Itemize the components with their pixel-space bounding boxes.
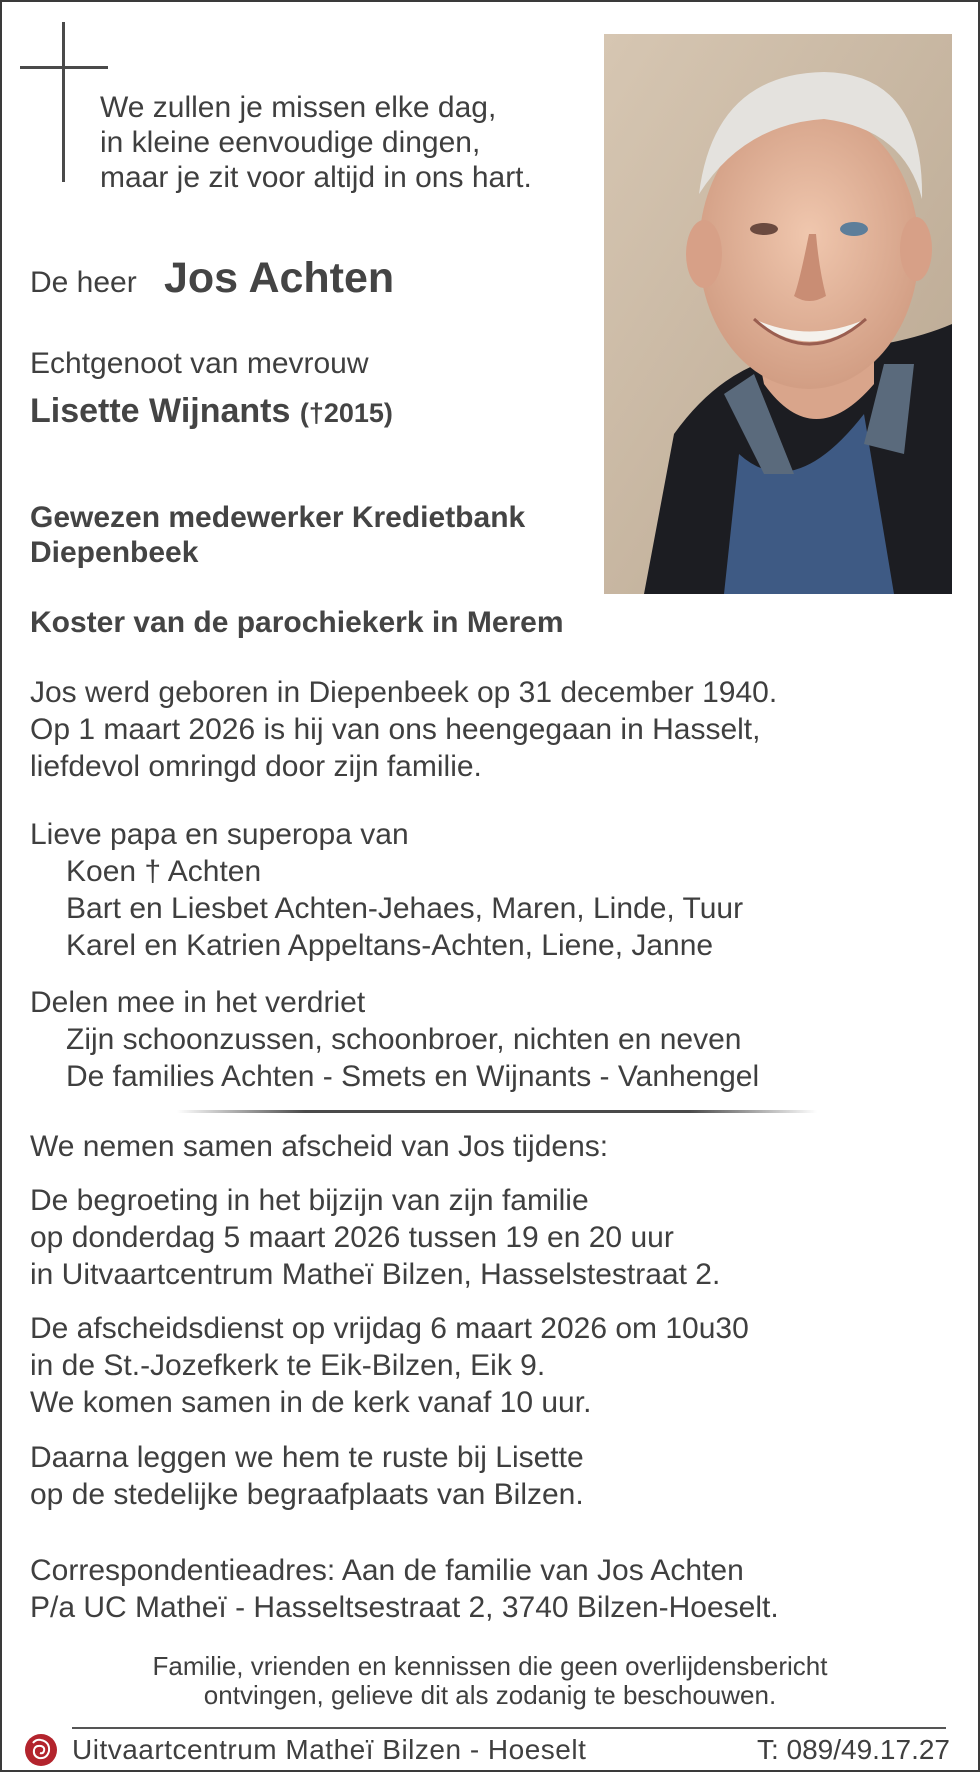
family-intro: Lieve papa en superopa van [30, 818, 409, 851]
service-paragraph [30, 1310, 749, 1421]
text-line: Op 1 maart 2026 is hij van ons heengegaan in Hasselt, [30, 713, 761, 746]
cross-icon-vertical [62, 22, 65, 182]
verse-line: maar je zit voor altijd in ons hart. [100, 161, 532, 194]
sharing-intro: Delen mee in het verdriet [30, 986, 366, 1019]
correspondence-paragraph [30, 1552, 779, 1626]
family-member: Koen † Achten [66, 855, 262, 888]
text-line: in de St.-Jozefkerk te Eik-Bilzen, Eik 9. [30, 1349, 546, 1382]
text-line: op donderdag 5 maart 2026 tussen 19 en 20 uur [30, 1221, 674, 1254]
deceased-title: De heer [30, 266, 137, 299]
visitation-paragraph [30, 1182, 720, 1293]
notice-line: Familie, vrienden en kennissen die geen overlijdensbericht [152, 1651, 828, 1681]
farewell-intro: We nemen samen afscheid van Jos tijdens: [30, 1130, 609, 1163]
verse-line: We zullen je missen elke dag, [100, 91, 497, 124]
text-line: P/a UC Matheï - Hasseltsestraat 2, 3740 Bilzen-Hoeselt. [30, 1591, 779, 1624]
notice-line: ontvingen, gelieve dit als zodanig te beschouwen. [203, 1680, 777, 1710]
sharing-member: De families Achten - Smets en Wijnants - Vanhengel [66, 1060, 760, 1093]
text-line: Daarna leggen we hem te ruste bij Lisette [30, 1441, 584, 1474]
spouse-name: Lisette Wijnants [30, 392, 291, 430]
text-line: in Uitvaartcentrum Matheï Bilzen, Hasselstestraat 2. [30, 1258, 721, 1291]
cross-icon-horizontal [20, 66, 108, 69]
divider [177, 1110, 817, 1113]
spouse-name-line [30, 392, 393, 431]
deceased-name: Jos Achten [164, 254, 395, 302]
memorial-verse [100, 90, 532, 195]
text-line: De begroeting in het bijzijn van zijn familie [30, 1184, 589, 1217]
occupation-line: Diepenbeek [30, 536, 199, 569]
family-member: Bart en Liesbet Achten-Jehaes, Maren, Linde, Tuur [66, 892, 744, 925]
spouse-label: Echtgenoot van mevrouw [30, 347, 369, 380]
footer-divider [72, 1727, 946, 1729]
occupation-line: Gewezen medewerker Kredietbank [30, 501, 526, 534]
family-paragraph [30, 816, 743, 964]
burial-paragraph [30, 1439, 584, 1513]
sharing-paragraph [30, 984, 759, 1095]
verse-line: in kleine eenvoudige dingen, [100, 126, 481, 159]
occupation [30, 500, 525, 570]
portrait-photo [604, 34, 952, 594]
funeral-home-name: Uitvaartcentrum Matheï Bilzen - Hoeselt [72, 1734, 587, 1765]
birth-death-paragraph [30, 674, 777, 785]
funeral-home-phone: T: 089/49.17.27 [756, 1734, 950, 1765]
notice [2, 1652, 978, 1710]
occupation-role: Koster van de parochiekerk in Merem [30, 606, 564, 639]
text-line: We komen samen in de kerk vanaf 10 uur. [30, 1386, 592, 1419]
portrait-image [604, 34, 952, 594]
text-line: Correspondentieadres: Aan de familie van Jos Achten [30, 1554, 744, 1587]
spouse-death: (†2015) [299, 398, 393, 428]
text-line: liefdevol omringd door zijn familie. [30, 750, 482, 783]
rose-logo-icon [24, 1733, 58, 1767]
text-line: op de stedelijke begraafplaats van Bilzen. [30, 1478, 584, 1511]
text-line: De afscheidsdienst op vrijdag 6 maart 2026 om 10u30 [30, 1312, 749, 1345]
sharing-member: Zijn schoonzussen, schoonbroer, nichten en neven [66, 1023, 742, 1056]
text-line: Jos werd geboren in Diepenbeek op 31 december 1940. [30, 676, 778, 709]
family-member: Karel en Katrien Appeltans-Achten, Liene, Janne [66, 929, 714, 962]
